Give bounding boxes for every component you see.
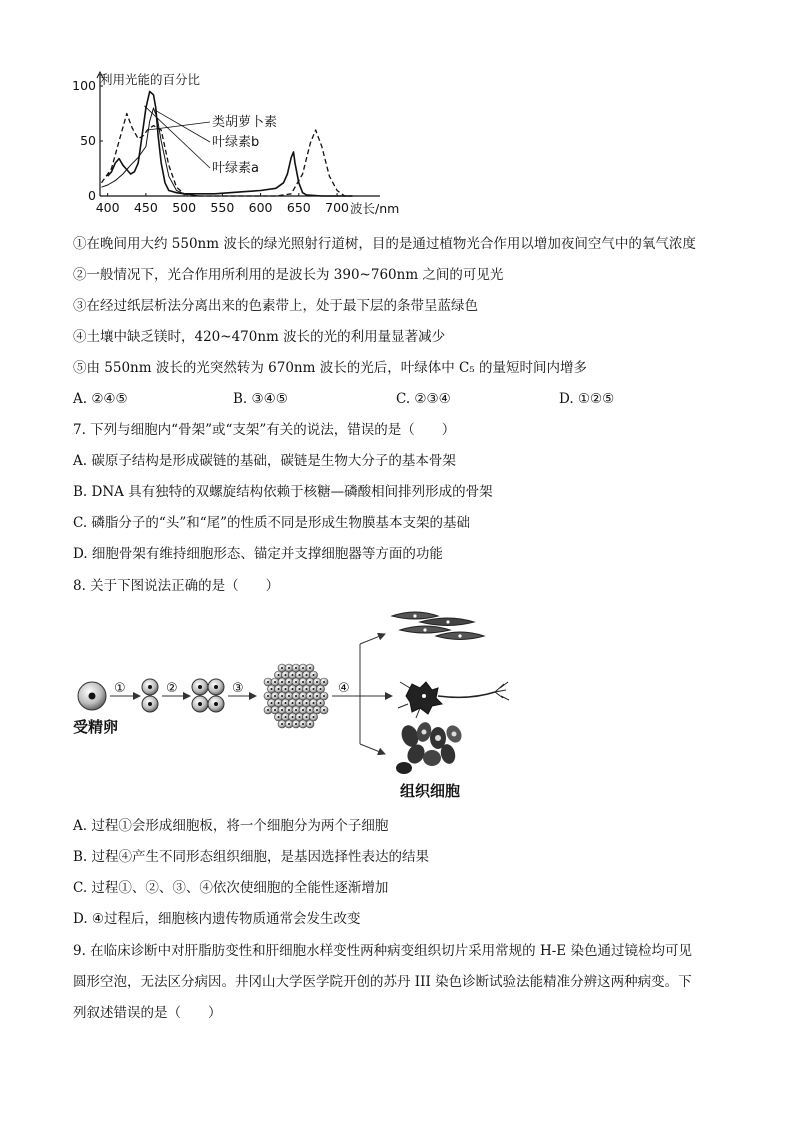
q6-option-b[interactable]: B. ③④⑤ <box>233 391 288 407</box>
morula-nucleus <box>309 695 311 697</box>
morula-nucleus <box>278 702 280 704</box>
y-tick-label: 0 <box>88 188 96 203</box>
morula-nucleus <box>288 681 290 683</box>
muscle-cells <box>392 612 484 640</box>
statement-1: ①在晚间用大约 550nm 波长的绿光照射行道树，目的是通过植物光合作用以增加夜间空气中的氧气浓度 <box>73 236 696 252</box>
morula-nucleus <box>295 723 297 725</box>
morula-nucleus <box>309 723 311 725</box>
q8-option-d[interactable]: D. ④过程后，细胞核内遗传物质通常会发生改变 <box>73 911 361 927</box>
morula-nucleus <box>302 667 304 669</box>
statement-4: ④土壤中缺乏镁时，420~470nm 波长的光的利用量显著减少 <box>73 329 446 345</box>
blood-cells <box>396 721 465 774</box>
q8-stem: 8. 关于下图说法正确的是（ ） <box>73 578 280 594</box>
morula-nucleus <box>285 702 287 704</box>
morula-nucleus <box>292 688 294 690</box>
q7-option-d[interactable]: D. 细胞骨架有维持细胞形态、锚定并支撑细胞器等方面的功能 <box>73 546 443 562</box>
morula-nucleus <box>320 688 322 690</box>
x-tick-label: 450 <box>133 200 158 215</box>
chart-axes <box>97 72 380 196</box>
morula-nucleus <box>320 702 322 704</box>
morula-nucleus <box>281 695 283 697</box>
morula-nucleus <box>302 681 304 683</box>
morula-nucleus <box>309 667 311 669</box>
q7-stem: 7. 下列与细胞内“骨架”或“支架”有关的说法，错误的是（ ） <box>73 422 456 438</box>
morula-nucleus <box>309 709 311 711</box>
statement-5: ⑤由 550nm 波长的光突然转为 670nm 波长的光后，叶绿体中 C₅ 的量短时间内增多 <box>73 360 588 376</box>
chart-xlabel: 波长/nm <box>350 201 400 216</box>
step-3-label: ③ <box>232 681 244 696</box>
q7-option-a[interactable]: A. 碳原子结构是形成碳链的基础，碳链是生物大分子的基本骨架 <box>73 453 456 469</box>
morula-stage <box>264 664 328 728</box>
cell-differentiation-diagram <box>70 604 530 804</box>
q8-option-a[interactable]: A. 过程①会形成细胞板，将一个细胞分为两个子细胞 <box>73 818 389 834</box>
q9-stem-line-3: 列叙述错误的是（ ） <box>73 1005 222 1021</box>
morula-nucleus <box>302 695 304 697</box>
morula-nucleus <box>285 716 287 718</box>
arrow-to-muscle <box>360 634 385 644</box>
morula-nucleus <box>295 681 297 683</box>
chart-legend <box>144 106 277 176</box>
x-tick-label: 550 <box>210 200 235 215</box>
step-1-label: ① <box>114 681 126 696</box>
morula-nucleus <box>313 716 315 718</box>
morula-nucleus <box>288 709 290 711</box>
y-tick-label: 100 <box>72 78 96 93</box>
morula-nucleus <box>271 702 273 704</box>
morula-nucleus <box>288 723 290 725</box>
x-tick-label: 500 <box>172 200 197 215</box>
statement-2: ②一般情况下，光合作用所利用的是波长为 390~760nm 之间的可见光 <box>73 267 504 283</box>
morula-nucleus <box>288 695 290 697</box>
two-cell-stage <box>142 679 158 712</box>
morula-nucleus <box>267 709 269 711</box>
statement-3: ③在经过纸层析法分离出来的色素带上，处于最下层的条带呈蓝绿色 <box>73 298 478 314</box>
morula-nucleus <box>316 695 318 697</box>
morula-nucleus <box>316 709 318 711</box>
morula-nucleus <box>302 709 304 711</box>
q9-stem-line-1: 9. 在临床诊断中对肝脂肪变性和肝细胞水样变性两种病变组织切片采用常规的 H-E 染色通过镜检均可见 <box>73 943 692 959</box>
morula-nucleus <box>313 674 315 676</box>
morula-nucleus <box>306 702 308 704</box>
zygote-cell <box>78 682 106 710</box>
morula-nucleus <box>295 695 297 697</box>
morula-nucleus <box>285 674 287 676</box>
legend-leader-2 <box>144 106 210 168</box>
light-utilization-chart <box>70 66 410 226</box>
morula-nucleus <box>274 681 276 683</box>
step-2-label: ② <box>166 681 178 696</box>
x-tick-label: 650 <box>286 200 311 215</box>
q8-option-c[interactable]: C. 过程①、②、③、④依次使细胞的全能性逐渐增加 <box>73 880 389 896</box>
morula-nucleus <box>295 667 297 669</box>
step-4-label: ④ <box>338 681 350 696</box>
morula-nucleus <box>309 681 311 683</box>
q6-option-d[interactable]: D. ①②⑤ <box>559 391 615 407</box>
legend-label-2: 叶绿素a <box>212 161 259 176</box>
morula-nucleus <box>323 695 325 697</box>
legend-label-0: 类胡萝卜素 <box>212 115 278 130</box>
chart-ylabel: 利用光能的百分比 <box>100 72 201 87</box>
morula-nucleus <box>313 688 315 690</box>
tissue-label: 组织细胞 <box>400 782 461 800</box>
morula-nucleus <box>292 702 294 704</box>
q6-option-c[interactable]: C. ②③④ <box>396 391 451 407</box>
morula-nucleus <box>281 709 283 711</box>
y-tick-label: 50 <box>80 133 96 148</box>
morula-nucleus <box>278 716 280 718</box>
morula-nucleus <box>281 723 283 725</box>
morula-nucleus <box>267 695 269 697</box>
morula-nucleus <box>285 688 287 690</box>
arrow-to-blood <box>360 744 385 754</box>
morula-nucleus <box>306 674 308 676</box>
morula-nucleus <box>302 723 304 725</box>
morula-nucleus <box>267 681 269 683</box>
morula-nucleus <box>316 681 318 683</box>
four-cell-stage <box>192 679 224 712</box>
morula-nucleus <box>274 709 276 711</box>
q9-stem-line-2: 圆形空泡，无法区分病因。井冈山大学医学院开创的苏丹 III 染色诊断试验法能精准分辨这两种病变。下 <box>73 974 692 990</box>
morula-nucleus <box>299 674 301 676</box>
morula-nucleus <box>295 709 297 711</box>
morula-nucleus <box>281 681 283 683</box>
morula-nucleus <box>271 688 273 690</box>
morula-nucleus <box>299 702 301 704</box>
morula-nucleus <box>306 716 308 718</box>
morula-nucleus <box>292 716 294 718</box>
morula-nucleus <box>323 709 325 711</box>
zygote-label: 受精卵 <box>73 718 119 736</box>
x-tick-label: 600 <box>248 200 273 215</box>
morula-nucleus <box>278 688 280 690</box>
q6-option-a[interactable]: A. ②④⑤ <box>73 391 128 407</box>
q8-option-b[interactable]: B. 过程④产生不同形态组织细胞，是基因选择性表达的结果 <box>73 849 430 865</box>
morula-nucleus <box>306 688 308 690</box>
x-tick-label: 700 <box>325 200 349 215</box>
morula-nucleus <box>313 702 315 704</box>
morula-nucleus <box>292 674 294 676</box>
morula-nucleus <box>281 667 283 669</box>
q7-option-b[interactable]: B. DNA 具有独特的双螺旋结构依赖于核糖—磷酸相间排列形成的骨架 <box>73 484 493 500</box>
q7-option-c[interactable]: C. 磷脂分子的“头”和“尾”的性质不同是形成生物膜基本支架的基础 <box>73 515 471 531</box>
morula-nucleus <box>288 667 290 669</box>
x-tick-label: 400 <box>95 200 120 215</box>
morula-nucleus <box>299 688 301 690</box>
morula-nucleus <box>274 695 276 697</box>
morula-nucleus <box>278 674 280 676</box>
chart-svg <box>70 66 410 226</box>
diagram-svg <box>70 604 530 804</box>
morula-nucleus <box>323 681 325 683</box>
morula-nucleus <box>299 716 301 718</box>
legend-label-1: 叶绿素b <box>212 135 260 150</box>
neuron-cell <box>398 682 509 718</box>
